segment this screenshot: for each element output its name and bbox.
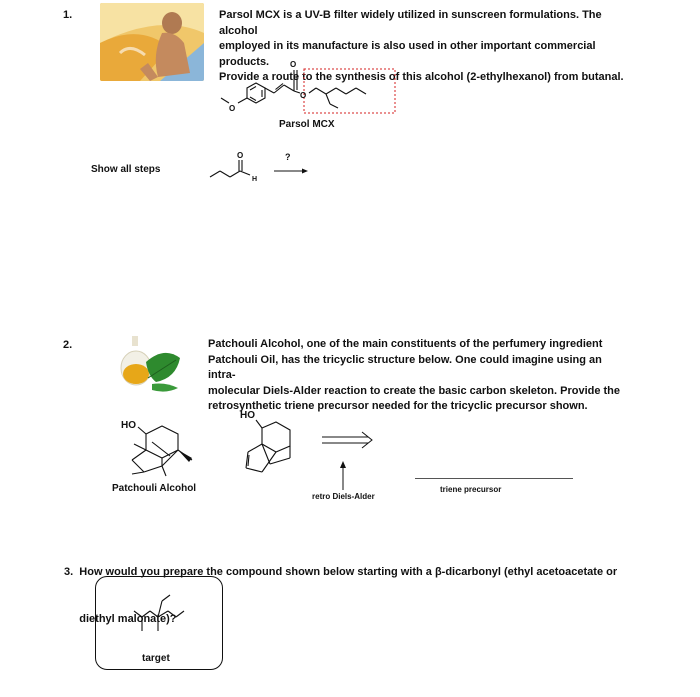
parsol-caption: Parsol MCX <box>279 119 335 130</box>
atom-o-carbonyl: O <box>290 60 297 69</box>
retro-diels-alder-label: retro Diels-Alder <box>312 492 375 501</box>
tricyclic-precursor-structure <box>234 412 304 478</box>
q3-line-2: diethyl malonate)? <box>64 612 177 625</box>
question-2-text <box>208 337 628 415</box>
q2-line-2: Patchouli Oil, has the tricyclic structure below. One could imagine using an intra- <box>208 353 602 381</box>
atom-o-methoxy: O <box>229 104 236 113</box>
show-all-steps-label: Show all steps <box>91 164 161 175</box>
ho-label-right: HO <box>240 410 255 421</box>
triene-answer-line <box>415 478 573 479</box>
target-box <box>95 576 223 670</box>
q2-line-4: retrosynthetic triene precursor needed for the tricyclic precursor shown. <box>208 400 588 412</box>
question-mark: ? <box>285 152 291 162</box>
triene-precursor-label: triene precursor <box>440 485 502 494</box>
q2-line-1: Patchouli Alcohol, one of the main constituents of the perfumery ingredient <box>208 338 603 350</box>
question-1-number: 1. <box>63 9 73 21</box>
q1-line-3: Provide a route to the synthesis of this alcohol (2-ethylhexanol) from butanal. <box>219 71 624 83</box>
q1-line-1: Parsol MCX is a UV-B filter widely utilized in sunscreen formulations. The alcohol <box>219 9 602 37</box>
atom-o-ester: O <box>300 91 307 100</box>
parsol-mcx-structure <box>218 56 403 120</box>
ho-label-left: HO <box>121 420 136 431</box>
q2-line-3: molecular Diels-Alder reaction to create the basic carbon skeleton. Provide the <box>208 384 621 397</box>
patchouli-oil-photo <box>118 332 188 394</box>
target-structure <box>122 591 202 635</box>
question-2-number: 2. <box>63 339 73 351</box>
sunscreen-photo <box>100 3 204 81</box>
patchouli-alcohol-caption: Patchouli Alcohol <box>112 483 197 494</box>
target-label: target <box>142 653 170 664</box>
atom-o-aldehyde: O <box>237 151 244 160</box>
butanal-reaction-scheme <box>208 143 318 183</box>
retrosynthesis-arrows <box>318 428 378 500</box>
q1-line-2: employed in its manufacture is also used in other important commercial products. <box>219 40 596 68</box>
atom-h: H <box>252 176 258 183</box>
q3-line-1: 3. How would you prepare the compound shown below starting with a β-dicarbonyl (ethyl acetoacetate or <box>64 566 618 578</box>
